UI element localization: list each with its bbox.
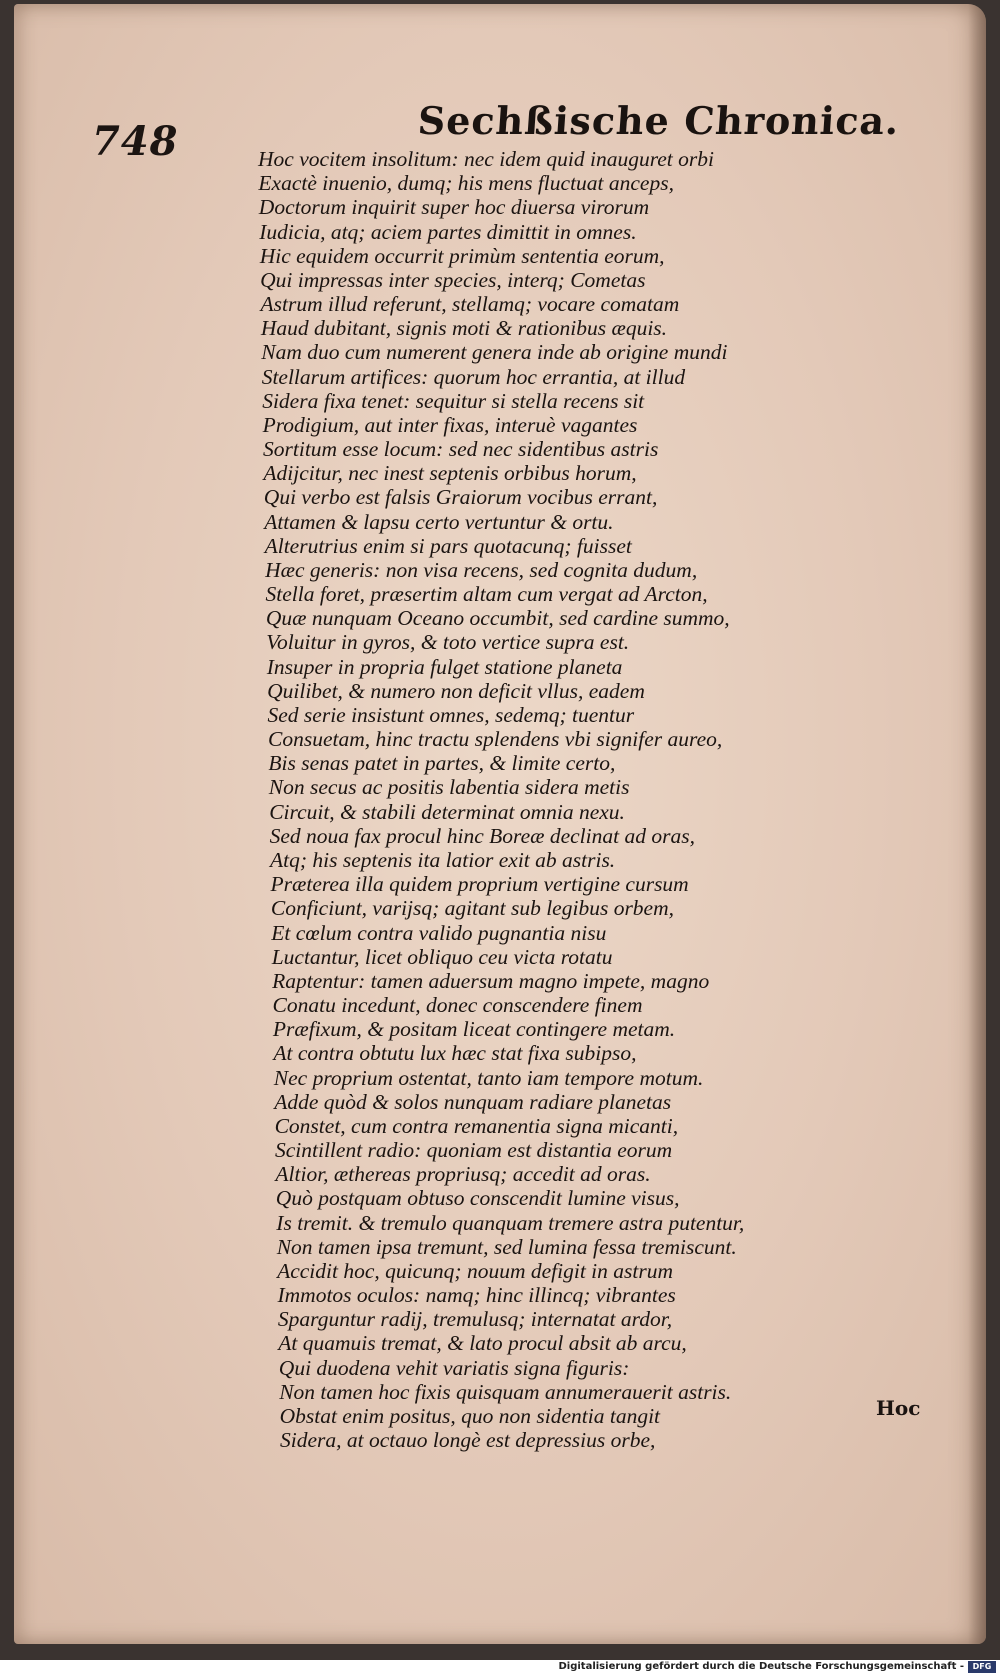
page-number: 748 <box>92 118 179 165</box>
verse-line: Nam duo cum numerent genera inde ab origine mundi <box>261 340 728 365</box>
running-head: Sechßische Chronica. <box>416 98 902 143</box>
page-edge-shadow <box>968 4 986 1644</box>
verse-line: Constet, cum contra remanentia signa micanti, <box>274 1113 679 1138</box>
verse-line: Præfixum, & positam liceat contingere metam. <box>272 1017 676 1042</box>
verse-line: Prodigium, aut inter fixas, interuè vagantes <box>262 412 638 437</box>
verse-line: Qui verbo est falsis Graiorum vocibus errant, <box>263 485 658 510</box>
verse-line: Consuetam, hinc tractu splendens vbi signifer aureo, <box>268 727 723 752</box>
verse-line: Quæ nunquam Oceano occumbit, sed cardine summo, <box>265 606 730 631</box>
verse-line: Hic equidem occurrit primùm sententia eorum, <box>259 243 665 268</box>
verse-line: Præterea illa quidem proprium vertigine cursum <box>270 872 689 897</box>
verse-line: Conatu incedunt, donec conscendere finem <box>272 993 643 1018</box>
footer-bar <box>0 1660 1000 1675</box>
verse-line: Raptentur: tamen aduersum magno impete, magno <box>272 968 710 993</box>
verse-line: Stella foret, præsertim altam cum vergat ad Arcton, <box>265 582 708 607</box>
verse-line: Quò postquam obtuso conscendit lumine visus, <box>275 1186 680 1211</box>
verse-line: At quamuis tremat, & lato procul absit ab arcu, <box>278 1331 687 1356</box>
verse-text-block <box>258 147 818 1452</box>
verse-line: Sidera, at octauo longè est depressius orbe, <box>280 1428 656 1453</box>
verse-line: Voluitur in gyros, & toto vertice supra est. <box>266 630 630 655</box>
verse-line: Sidera fixa tenet: sequitur si stella recens sit <box>262 388 645 413</box>
verse-line: Sed noua fax procul hinc Boreæ declinat ad oras, <box>269 823 695 848</box>
verse-line: Alterutrius enim si pars quotacunq; fuisset <box>264 533 632 558</box>
verse-line: Non tamen ipsa tremunt, sed lumina fessa tremiscunt. <box>276 1234 737 1259</box>
verse-line: Scintillent radio: quoniam est distantia eorum <box>275 1138 673 1163</box>
verse-line: Astrum illud referunt, stellamq; vocare comatam <box>260 292 680 317</box>
verse-line: Hæc generis: non visa recens, sed cognita dudum, <box>265 557 698 582</box>
verse-line: Qui impressas inter species, interq; Cometas <box>260 267 646 292</box>
dfg-logo: DFG <box>968 1661 996 1673</box>
verse-line: Exactè inuenio, dumq; his mens fluctuat anceps, <box>258 171 674 196</box>
verse-line: Doctorum inquirit super hoc diuersa virorum <box>258 195 650 220</box>
verse-line: Immotos oculos: namq; hinc illincq; vibrantes <box>277 1283 676 1308</box>
catchword: Hoc <box>876 1396 921 1420</box>
verse-line: Haud dubitant, signis moti & rationibus æquis. <box>260 316 668 341</box>
verse-line: At contra obtutu lux hæc stat fixa subipso, <box>273 1041 637 1066</box>
verse-line: Insuper in propria fulget statione planeta <box>266 654 623 679</box>
verse-line: Et cœlum contra valido pugnantia nisu <box>271 920 607 945</box>
verse-line: Adde quòd & solos nunquam radiare planetas <box>274 1089 672 1114</box>
verse-line: Sortitum esse locum: sed nec sidentibus astris <box>263 437 659 462</box>
verse-line: Non tamen hoc fixis quisquam annumerauerit astris. <box>279 1379 732 1404</box>
verse-line: Adijcitur, nec inest septenis orbibus horum, <box>263 461 637 486</box>
verse-line: Circuit, & stabili determinat omnia nexu. <box>269 799 625 824</box>
verse-line: Qui duodena vehit variatis signa figuris: <box>278 1355 630 1380</box>
verse-line: Quilibet, & numero non deficit vllus, eadem <box>267 678 645 703</box>
funding-notice: Digitalisierung gefördert durch die Deutsche Forschungsgemeinschaft - <box>558 1661 964 1672</box>
verse-line: Atq; his septenis ita latior exit ab astris. <box>270 847 616 872</box>
verse-line: Hoc vocitem insolitum: nec idem quid inauguret orbi <box>258 147 714 171</box>
verse-line: Attamen & lapsu certo vertuntur & ortu. <box>264 509 614 534</box>
verse-line: Obstat enim positus, quo non sidentia tangit <box>279 1403 661 1428</box>
verse-line: Sed serie insistunt omnes, sedemq; tuentur <box>267 702 635 727</box>
verse-line: Nec proprium ostentat, tanto iam tempore motum. <box>273 1065 704 1090</box>
verse-line: Non secus ac positis labentia sidera metis <box>268 775 630 800</box>
verse-line: Is tremit. & tremulo quanquam tremere astra putentur, <box>276 1210 745 1235</box>
verse-line: Sparguntur radij, tremulusq; internatat ardor, <box>277 1307 673 1332</box>
verse-line: Conficiunt, varijsq; agitant sub legibus orbem, <box>270 896 675 921</box>
verse-line: Altior, æthereas propriusq; accedit ad oras. <box>275 1162 651 1187</box>
verse-line: Luctantur, licet obliquo ceu victa rotatu <box>271 944 613 969</box>
verse-line: Bis senas patet in partes, & limite certo, <box>268 751 616 776</box>
verse-line: Iudicia, atq; aciem partes dimittit in omnes. <box>259 219 637 244</box>
verse-line: Accidit hoc, quicunq; nouum defigit in astrum <box>277 1258 673 1283</box>
verse-line: Stellarum artifices: quorum hoc errantia, at illud <box>261 364 686 389</box>
